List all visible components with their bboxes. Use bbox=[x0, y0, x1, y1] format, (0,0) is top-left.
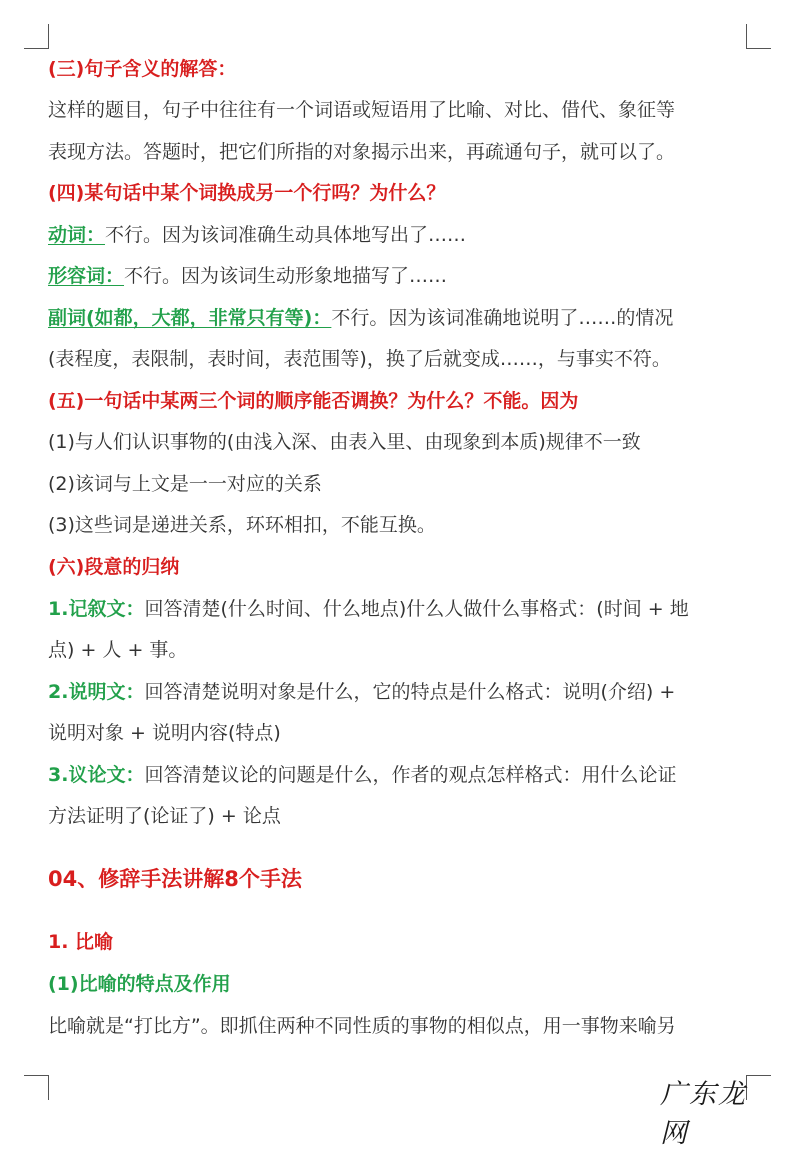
watermark-logo: 广东龙网 bbox=[660, 1079, 747, 1149]
verb-rule-line: 动词：不行。因为该词准确生动具体地写出了…… bbox=[48, 224, 467, 246]
heading-paragraph-summary: (六)段意的归纳 bbox=[48, 556, 180, 578]
narrative-rule-line: 1.记叙文：回答清楚(什么时间、什么地点)什么人做什么事格式：(时间 + 地 bbox=[48, 598, 689, 620]
metaphor-features-heading: (1)比喻的特点及作用 bbox=[48, 973, 231, 995]
expository-rule-line: 2.说明文：回答清楚说明对象是什么，它的特点是什么格式：说明(介绍) + bbox=[48, 681, 676, 703]
argumentative-rule-line: 3.议论文：回答清楚议论的问题是什么，作者的观点怎样格式：用什么论证 bbox=[48, 764, 677, 786]
heading-word-order: (五)一句话中某两三个词的顺序能否调换？为什么？不能。因为 bbox=[48, 390, 579, 412]
adverb-rule-line: 副词(如都，大都，非常只有等)：不行。因为该词准确地说明了……的情况 bbox=[48, 307, 674, 329]
list-item: (3)这些词是递进关系，环环相扣，不能互换。 bbox=[48, 514, 436, 536]
list-item: (2)该词与上文是一一对应的关系 bbox=[48, 473, 322, 495]
subheading-metaphor: 1. 比喻 bbox=[48, 931, 114, 953]
body-text-line: 这样的题目，句子中往往有一个词语或短语用了比喻、对比、借代、象征等 bbox=[48, 99, 676, 121]
body-text-line: 说明对象 + 说明内容(特点) bbox=[48, 722, 281, 744]
section-title-rhetoric: 04、修辞手法讲解8个手法 bbox=[48, 867, 302, 891]
crop-mark-top-right bbox=[746, 24, 771, 49]
body-text-line: 点) + 人 + 事。 bbox=[48, 639, 188, 661]
body-text-line: 方法证明了(论证了) + 论点 bbox=[48, 805, 281, 827]
list-item: (1)与人们认识事物的(由浅入深、由表入里、由现象到本质)规律不一致 bbox=[48, 431, 641, 453]
adjective-rule-line: 形容词：不行。因为该词生动形象地描写了…… bbox=[48, 265, 448, 287]
crop-mark-top-left bbox=[24, 24, 49, 49]
body-text-line: (表程度，表限制，表时间，表范围等)，换了后就变成……，与事实不符。 bbox=[48, 348, 671, 370]
heading-sentence-meaning: (三)句子含义的解答： bbox=[48, 58, 237, 80]
heading-word-replacement: (四)某句话中某个词换成另一个行吗？为什么？ bbox=[48, 182, 446, 204]
body-text-line: 比喻就是“打比方”。即抓住两种不同性质的事物的相似点，用一事物来喻另 bbox=[48, 1015, 676, 1037]
crop-mark-bottom-left bbox=[24, 1075, 49, 1100]
body-text-line: 表现方法。答题时，把它们所指的对象揭示出来，再疏通句子，就可以了。 bbox=[48, 141, 676, 163]
